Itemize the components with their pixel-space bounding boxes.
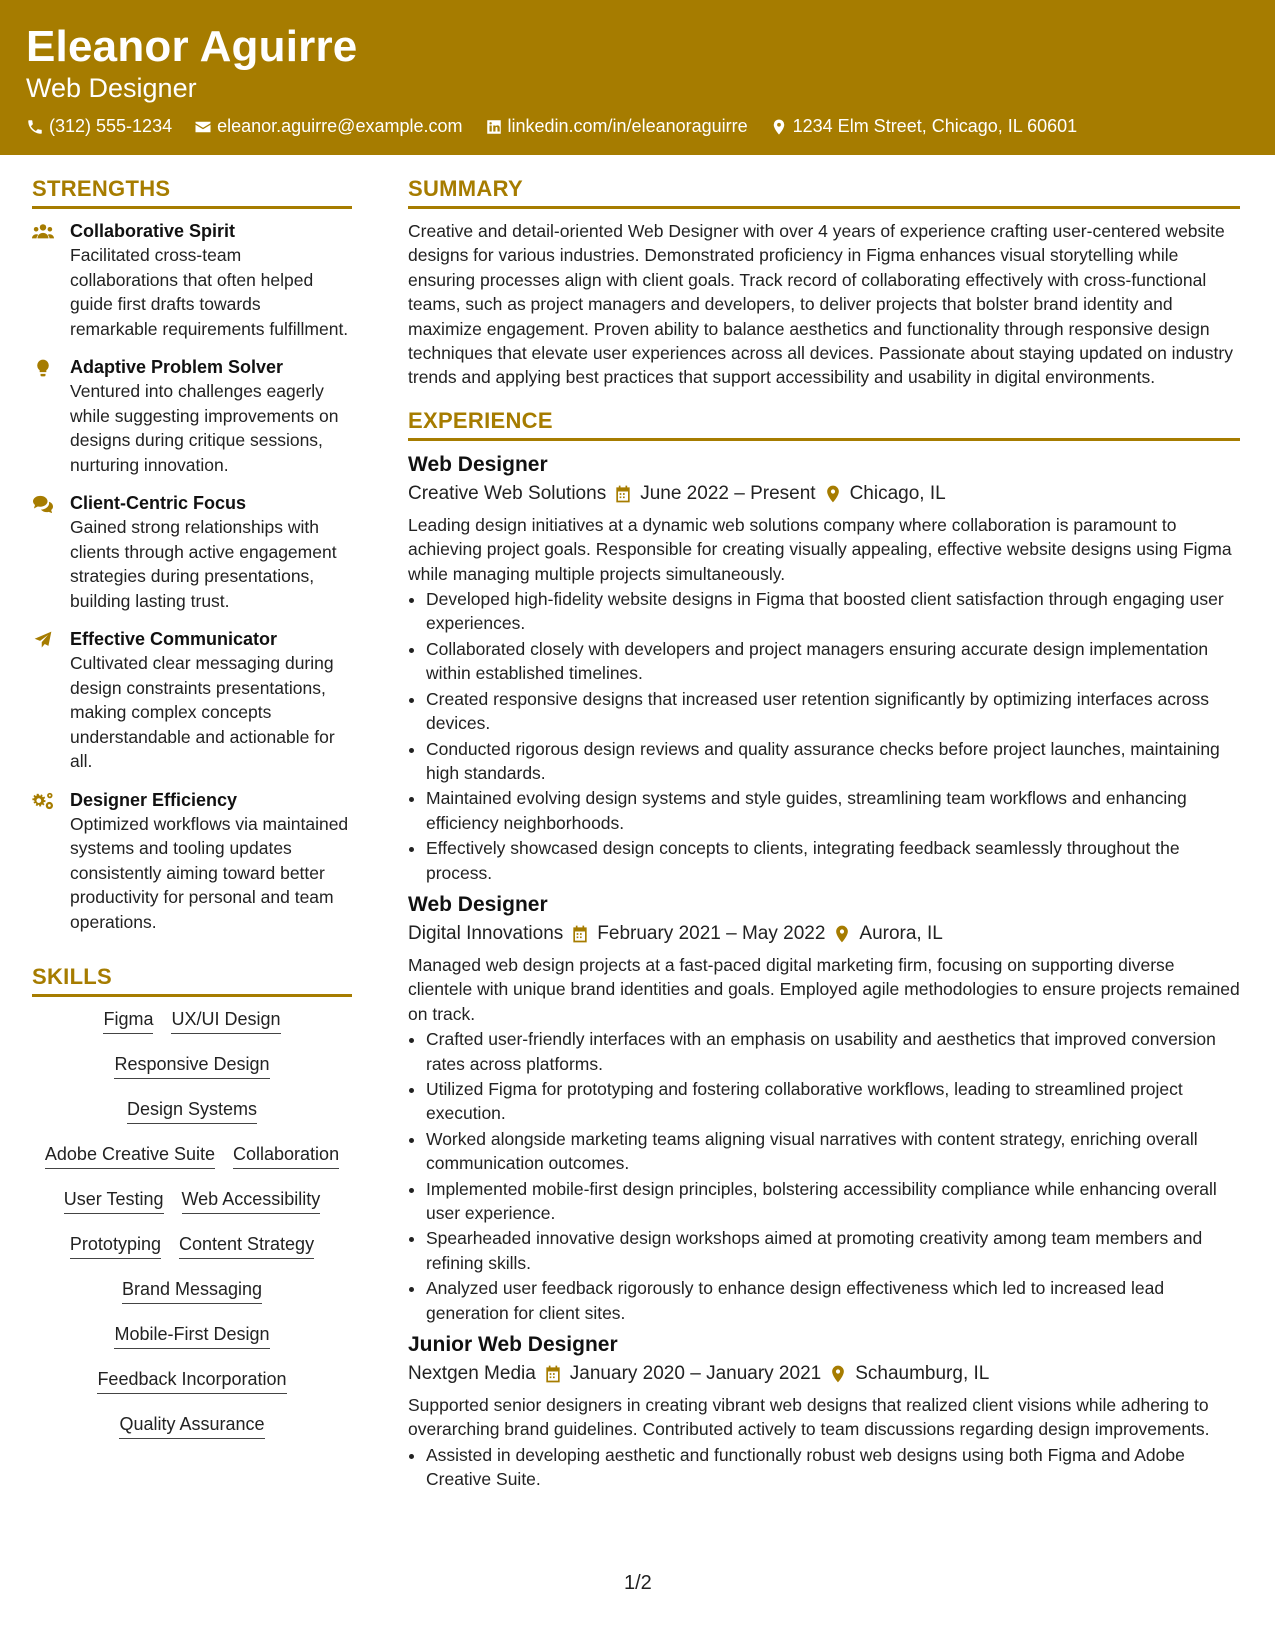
skill-row xyxy=(32,1410,352,1455)
skill-row xyxy=(32,1320,352,1365)
job-entry xyxy=(408,891,1240,1325)
strength-title: Client-Centric Focus xyxy=(70,493,247,513)
skill-row xyxy=(32,1005,352,1050)
job-title: Junior Web Designer xyxy=(408,1333,618,1357)
bullet-item: • Assisted in developing aesthetic and functionally robust web designs using both Figma and Adobe Creative Suite. xyxy=(426,1443,1240,1492)
skill-tag: Feedback Incorporation xyxy=(97,1369,286,1394)
bullet-item: • Crafted user-friendly interfaces with an emphasis on usability and aesthetics that improved conversion rates across platforms. xyxy=(426,1027,1240,1076)
contact-bar xyxy=(26,116,1077,137)
candidate-role: Web Designer xyxy=(26,73,197,103)
strength-item xyxy=(32,219,352,341)
bullet-item: • Collaborated closely with developers and project managers ensuring accurate design implementation within established timelines. xyxy=(426,637,1240,686)
job-company: Nextgen Media xyxy=(408,1363,536,1385)
skills-section xyxy=(32,964,352,1455)
strength-desc: Facilitated cross-team collaborations that often helped guide first drafts towards remarkable requirements fulfillment. xyxy=(70,245,349,339)
paper-plane-icon xyxy=(32,630,54,650)
skill-row xyxy=(32,1230,352,1275)
skill-tag: Responsive Design xyxy=(114,1054,269,1079)
strength-title: Effective Communicator xyxy=(70,629,278,649)
page-number: 1/2 xyxy=(624,1572,652,1594)
job-bullets xyxy=(408,587,1240,885)
comments-icon xyxy=(32,494,54,514)
job-bullets xyxy=(408,1443,1240,1492)
job-meta xyxy=(408,919,1240,949)
gears-icon xyxy=(32,791,54,811)
bullet-item: • Conducted rigorous design reviews and quality assurance checks before project launches, maintaining high standards. xyxy=(426,737,1240,786)
skill-tag: Prototyping xyxy=(70,1234,161,1259)
job-company: Creative Web Solutions xyxy=(408,482,607,504)
skill-tag: Content Strategy xyxy=(179,1234,314,1259)
left-column xyxy=(32,176,352,1455)
strength-item xyxy=(32,491,352,613)
contact-email[interactable] xyxy=(194,116,462,137)
phone-icon xyxy=(26,118,44,136)
job-bullets xyxy=(408,1027,1240,1325)
job-location: Aurora, IL xyxy=(859,922,943,944)
job-description: Managed web design projects at a fast-paced digital marketing firm, focusing on supporting diverse clientele with unique brand identities and goals. Employed agile methodologies to ensure projects remained on track. xyxy=(408,954,1240,1024)
job-company: Digital Innovations xyxy=(408,922,564,944)
strength-desc: Ventured into challenges eagerly while suggesting improvements on designs during critique sessions, nurturing innovation. xyxy=(70,381,339,475)
resume-header xyxy=(0,0,1275,155)
job-entry xyxy=(408,451,1240,885)
experience-heading: EXPERIENCE xyxy=(408,408,1240,441)
calendar-icon xyxy=(570,924,590,944)
candidate-name: Eleanor Aguirre xyxy=(26,22,358,71)
strength-title: Designer Efficiency xyxy=(70,789,238,810)
linkedin-link[interactable]: linkedin.com/in/eleanoraguirre xyxy=(507,116,748,136)
strengths-heading: STRENGTHS xyxy=(32,176,352,209)
job-description: Supported senior designers in creating vibrant web designs that realized client visions while adhering to overarching brand guidelines. Contributed actively to team discussions regarding design improvements. xyxy=(408,1395,1210,1440)
bullet-item: • Utilized Figma for prototyping and fostering collaborative workflows, leading to streamlined project execution. xyxy=(426,1077,1240,1126)
contact-linkedin[interactable] xyxy=(485,116,748,137)
skill-tag: User Testing xyxy=(64,1189,164,1214)
summary-heading: SUMMARY xyxy=(408,176,1240,209)
strength-title: Adaptive Problem Solver xyxy=(70,357,284,377)
job-title: Web Designer xyxy=(408,892,548,916)
skill-tag: Design Systems xyxy=(127,1099,257,1124)
skill-tag: Collaboration xyxy=(233,1144,339,1169)
contact-phone xyxy=(26,116,172,137)
bullet-item: • Worked alongside marketing teams aligning visual narratives with content strategy, enriching overall communication outcomes. xyxy=(426,1127,1240,1176)
skill-tag: Brand Messaging xyxy=(122,1279,262,1304)
job-title: Web Designer xyxy=(408,452,548,476)
job-description: Leading design initiatives at a dynamic web solutions company where collaboration is paramount to achieving project goals. Responsible for creating visually appealing, effective website designs using Figma while managing multiple projects simultaneously. xyxy=(408,514,1232,584)
map-marker-icon xyxy=(823,484,843,504)
strength-desc: Optimized workflows via maintained systems and tooling updates consistently aiming toward better productivity for personal and team operations. xyxy=(70,813,349,932)
map-marker-icon xyxy=(828,1364,848,1384)
envelope-icon xyxy=(194,118,212,136)
strength-title: Collaborative Spirit xyxy=(70,221,236,241)
bullet-item: • Created responsive designs that increased user retention significantly by optimizing interfaces across devices. xyxy=(426,687,1240,736)
skill-row xyxy=(32,1365,352,1410)
linkedin-icon xyxy=(485,118,503,136)
bullet-item: • Effectively showcased design concepts to clients, integrating feedback seamlessly throughout the process. xyxy=(426,836,1240,885)
bullet-item: • Spearheaded innovative design workshops aimed at promoting creativity among team members and refining skills. xyxy=(426,1226,1240,1275)
job-entry xyxy=(408,1331,1240,1492)
skills-heading: SKILLS xyxy=(32,964,352,997)
strength-desc: Cultivated clear messaging during design constraints presentations, making complex concepts understandable and actionable for all. xyxy=(70,653,335,771)
right-column xyxy=(408,176,1240,1498)
strength-desc: Gained strong relationships with clients through active engagement strategies during presentations, building lasting trust. xyxy=(70,517,337,611)
job-meta xyxy=(408,1359,1240,1389)
map-marker-icon xyxy=(770,118,788,136)
skill-row xyxy=(32,1140,352,1185)
calendar-icon xyxy=(613,484,633,504)
email-link[interactable]: eleanor.aguirre@example.com xyxy=(217,116,463,136)
calendar-icon xyxy=(543,1364,563,1384)
job-dates: January 2020 – January 2021 xyxy=(569,1363,822,1385)
strength-item xyxy=(32,627,352,774)
skill-tag: UX/UI Design xyxy=(171,1009,280,1034)
bullet-item: • Analyzed user feedback rigorously to enhance design effectiveness which led to increased lead generation for client sites. xyxy=(426,1276,1240,1325)
job-dates: June 2022 – Present xyxy=(640,482,816,504)
skill-row xyxy=(32,1095,352,1140)
job-location: Chicago, IL xyxy=(849,482,946,504)
bullet-item: • Implemented mobile-first design principles, bolstering accessibility compliance while enhancing overall user experience. xyxy=(426,1177,1240,1226)
job-dates: February 2021 – May 2022 xyxy=(597,922,826,944)
phone-text: (312) 555-1234 xyxy=(49,116,173,136)
strength-item xyxy=(32,355,352,477)
skill-row xyxy=(32,1275,352,1320)
skill-tag: Quality Assurance xyxy=(119,1414,264,1439)
lightbulb-icon xyxy=(32,358,54,378)
strength-item xyxy=(32,788,352,935)
skill-tag: Mobile-First Design xyxy=(114,1324,269,1349)
skill-row xyxy=(32,1050,352,1095)
skill-tag: Figma xyxy=(103,1009,153,1034)
map-marker-icon xyxy=(832,924,852,944)
contact-address xyxy=(770,116,1078,137)
bullet-item: • Developed high-fidelity website designs in Figma that boosted client satisfaction through engaging user experiences. xyxy=(426,587,1240,636)
address-text: 1234 Elm Street, Chicago, IL 60601 xyxy=(792,116,1078,136)
job-location: Schaumburg, IL xyxy=(855,1363,990,1385)
bullet-item: • Maintained evolving design systems and style guides, streamlining team workflows and enhancing efficiency neighborhoods. xyxy=(426,786,1240,835)
job-meta xyxy=(408,479,1240,509)
skill-tag: Adobe Creative Suite xyxy=(45,1144,215,1169)
users-icon xyxy=(32,222,54,242)
skill-row xyxy=(32,1185,352,1230)
summary-text: Creative and detail-oriented Web Designer with over 4 years of experience crafting user-centered website designs for various industries. Demonstrated proficiency in Figma enhances visual storytelling while ensuring processes align with client goals. Track record of collaborating effectively with cross-functional teams, such as project managers and developers, to deliver projects that bolster brand identity and maximize engagement. Proven ability to balance aesthetics and functionality through responsive design techniques that elevate user experiences across all devices. Passionate about staying updated on industry trends and applying best practices that support accessibility and usability in digital environments. xyxy=(408,221,1233,388)
skill-tag: Web Accessibility xyxy=(182,1189,321,1214)
